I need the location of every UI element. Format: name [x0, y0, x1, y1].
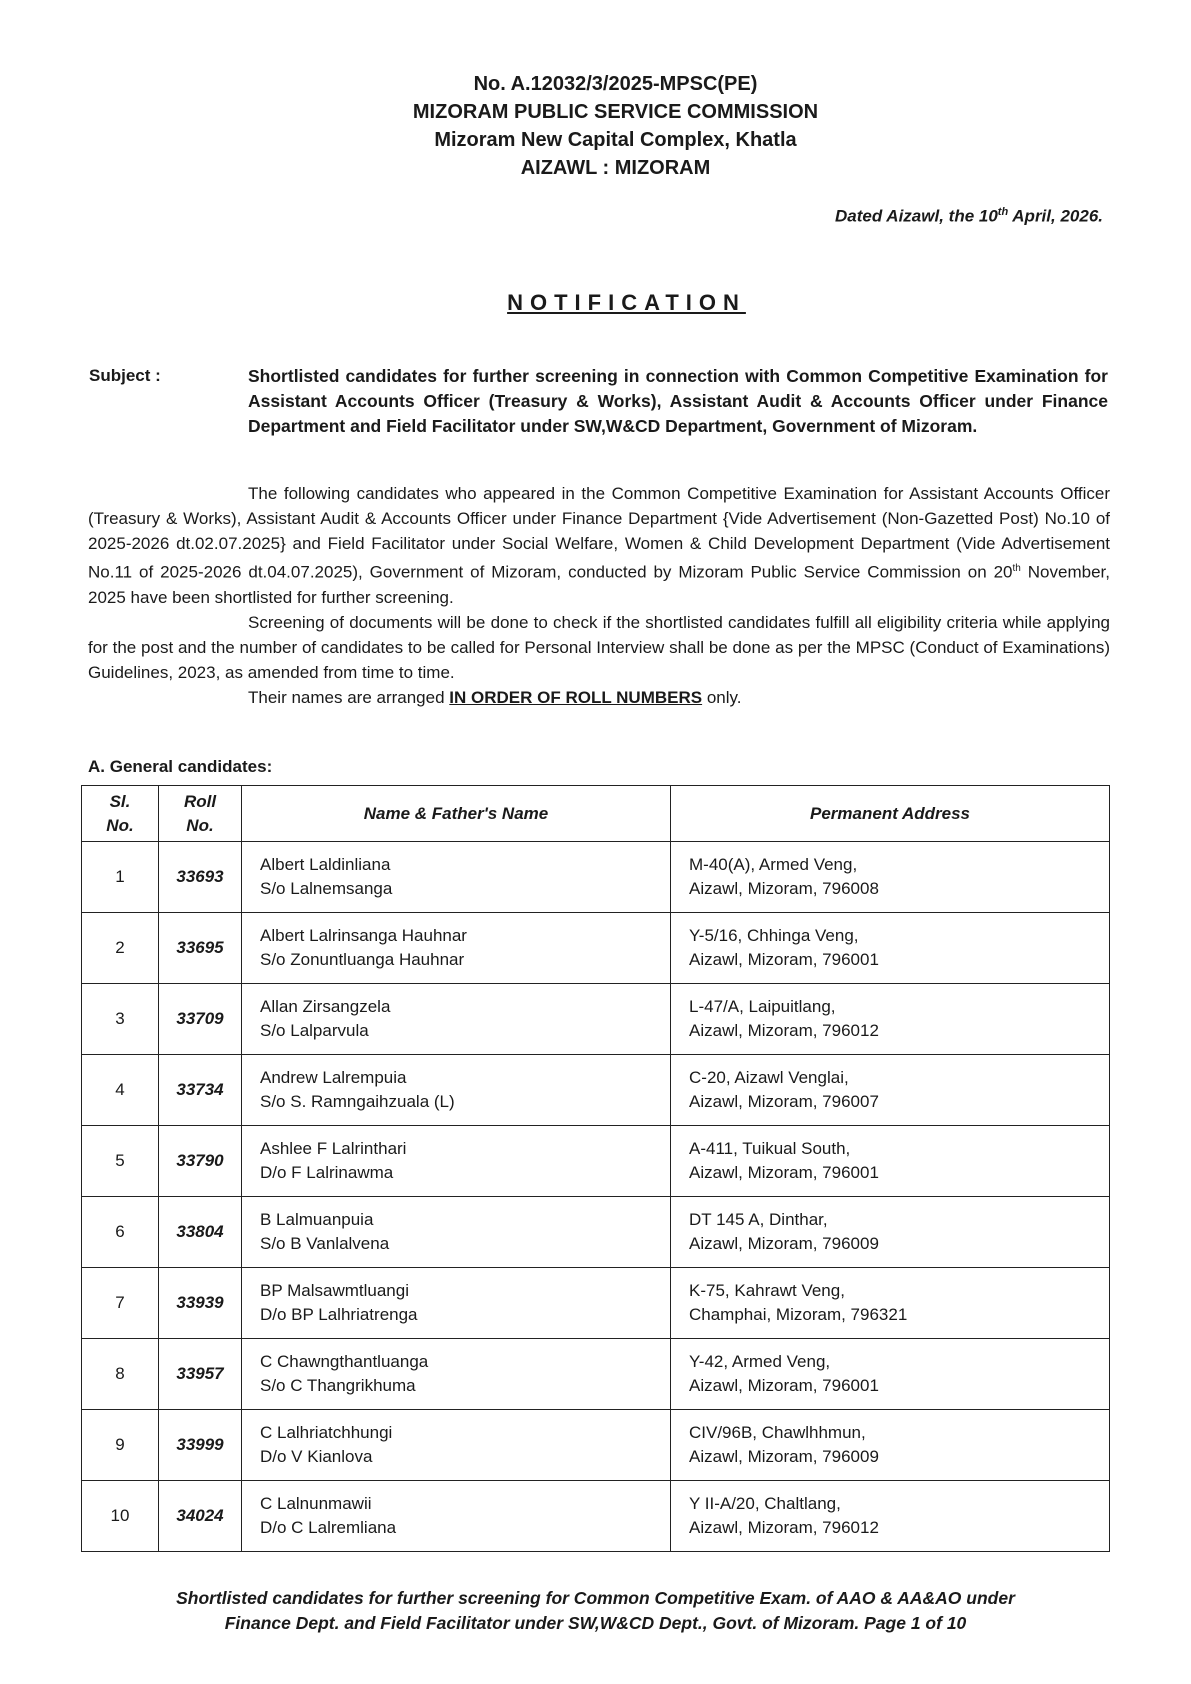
roll-no-cell: 33709 — [159, 984, 242, 1055]
address-line-1: CIV/96B, Chawlhhmun, — [689, 1423, 866, 1442]
para1-text-a: The following candidates who appeared in the Common Competitive Examination for Assistant Accounts Officer (Treasury & Works), Assistant Audit & Accounts Officer under Finance Department {Vide Advertisement (Non-Gazetted Post) No.10 of 2025-2026 dt.02.07.2025} and Field Facilitator under Social Welfare, Women & Child Development Department (Vide Advertisement No.11 of 2025-2026 dt.04.07.2025), Government of Mizoram, conducted by Mizoram Public Service Commission on 20 — [88, 484, 1110, 582]
sl-no-cell: 4 — [82, 1055, 159, 1126]
candidate-name: Ashlee F Lalrinthari — [260, 1139, 407, 1158]
address-line-2: Aizawl, Mizoram, 796012 — [689, 1021, 879, 1040]
address-line-1: M-40(A), Armed Veng, — [689, 855, 858, 874]
table-row — [82, 984, 1110, 1055]
table-row — [82, 1126, 1110, 1197]
header-roll-line2: No. — [186, 815, 214, 835]
subject-text: Shortlisted candidates for further screening in connection with Common Competitive Examination for Assistant Accounts Officer (Treasury & Works), Assistant Audit & Accounts Officer under Finance Department and Field Facilitator under SW,W&CD Department, Government of Mizoram. — [248, 366, 1108, 436]
name-cell — [242, 1481, 671, 1552]
father-name: D/o BP Lalhriatrenga — [260, 1305, 418, 1324]
notification-heading — [0, 290, 1191, 316]
date-prefix: Dated Aizawl, the 10 — [834, 206, 998, 226]
address-line-2: Aizawl, Mizoram, 796009 — [689, 1447, 879, 1466]
page-footer — [0, 1586, 1191, 1636]
address-line-2: Aizawl, Mizoram, 796001 — [689, 1376, 879, 1395]
address-cell — [671, 1410, 1110, 1481]
address-line-2: Aizawl, Mizoram, 796008 — [689, 879, 879, 898]
name-cell — [242, 1268, 671, 1339]
body-paragraph-1 — [88, 481, 1110, 610]
para3-emphasis: IN ORDER OF ROLL NUMBERS — [449, 687, 703, 707]
para3-text-a: Their names are arranged — [248, 687, 450, 707]
sl-no-cell: 1 — [82, 842, 159, 913]
address-cell — [671, 1197, 1110, 1268]
notification-title: NOTIFICATION — [507, 290, 746, 315]
name-cell — [242, 1410, 671, 1481]
name-cell — [242, 1126, 671, 1197]
table-row — [82, 1055, 1110, 1126]
reference-number: No. A.12032/3/2025-MPSC(PE) — [473, 73, 758, 95]
candidates-table — [81, 785, 1110, 1552]
header-sl-line1: Sl. — [109, 791, 131, 811]
father-name: S/o Lalparvula — [260, 1021, 369, 1040]
para1-text-b: November, 2025 have been shortlisted for further screening. — [88, 562, 1110, 607]
name-cell — [242, 1055, 671, 1126]
subject-label: Subject : — [89, 366, 161, 385]
table-body — [82, 842, 1110, 1552]
roll-no-cell: 33695 — [159, 913, 242, 984]
para3-text-b: only. — [702, 687, 742, 707]
address-line-1: A-411, Tuikual South, — [689, 1139, 851, 1158]
table-row — [82, 1410, 1110, 1481]
father-name: S/o S. Ramngaihzuala (L) — [260, 1092, 455, 1111]
address-line-2: Aizawl, Mizoram, 796001 — [689, 950, 879, 969]
date-line — [835, 206, 1103, 227]
name-cell — [242, 913, 671, 984]
organization-city: AIZAWL : MIZORAM — [520, 157, 711, 179]
name-cell — [242, 984, 671, 1055]
address-line-1: DT 145 A, Dinthar, — [689, 1210, 828, 1229]
header-roll-no — [159, 786, 242, 842]
header-roll-line1: Roll — [183, 791, 217, 811]
candidate-name: C Lalnunmawii — [260, 1494, 372, 1513]
sl-no-cell: 6 — [82, 1197, 159, 1268]
candidate-name: BP Malsawmtluangi — [260, 1281, 409, 1300]
father-name: S/o Zonuntluanga Hauhnar — [260, 950, 465, 969]
table-row — [82, 1339, 1110, 1410]
header-name: Name & Father's Name — [242, 786, 671, 842]
sl-no-cell: 7 — [82, 1268, 159, 1339]
roll-no-cell: 33939 — [159, 1268, 242, 1339]
candidate-name: Albert Laldinliana — [260, 855, 391, 874]
address-line-1: Y-5/16, Chhinga Veng, — [689, 926, 859, 945]
candidate-name: Allan Zirsangzela — [260, 997, 391, 1016]
header-sl-line2: No. — [106, 815, 134, 835]
notification-body — [88, 481, 1110, 710]
body-paragraph-3 — [88, 685, 1110, 710]
address-line-2: Aizawl, Mizoram, 796012 — [689, 1518, 879, 1537]
sl-no-cell: 9 — [82, 1410, 159, 1481]
father-name: D/o V Kianlova — [260, 1447, 373, 1466]
candidate-name: Albert Lalrinsanga Hauhnar — [260, 926, 467, 945]
sl-no-cell: 3 — [82, 984, 159, 1055]
father-name: D/o C Lalremliana — [260, 1518, 397, 1537]
candidate-name: C Lalhriatchhungi — [260, 1423, 393, 1442]
address-line-2: Aizawl, Mizoram, 796009 — [689, 1234, 879, 1253]
table-row — [82, 842, 1110, 913]
address-line-1: K-75, Kahrawt Veng, — [689, 1281, 845, 1300]
address-line-1: C-20, Aizawl Venglai, — [689, 1068, 849, 1087]
table-row — [82, 1268, 1110, 1339]
address-cell — [671, 984, 1110, 1055]
organization-name: MIZORAM PUBLIC SERVICE COMMISSION — [412, 101, 819, 123]
table-row — [82, 1197, 1110, 1268]
organization-address: Mizoram New Capital Complex, Khatla — [434, 129, 797, 151]
name-cell — [242, 842, 671, 913]
date-superscript: th — [997, 206, 1009, 218]
name-cell — [242, 1339, 671, 1410]
sl-no-cell: 8 — [82, 1339, 159, 1410]
address-cell — [671, 1339, 1110, 1410]
candidate-name: C Chawngthantluanga — [260, 1352, 429, 1371]
address-line-1: Y II-A/20, Chaltlang, — [689, 1494, 841, 1513]
sl-no-cell: 2 — [82, 913, 159, 984]
body-paragraph-2: Screening of documents will be done to check if the shortlisted candidates fulfill all eligibility criteria while applying for the post and the number of candidates to be called for Personal Interview shall be done as per the MPSC (Conduct of Examinations) Guidelines, 2023, as amended from time to time. — [88, 612, 1110, 682]
table-row — [82, 913, 1110, 984]
table-header-row — [82, 786, 1110, 842]
address-cell — [671, 842, 1110, 913]
header-sl-no — [82, 786, 159, 842]
roll-no-cell: 33804 — [159, 1197, 242, 1268]
roll-no-cell: 34024 — [159, 1481, 242, 1552]
address-cell — [671, 1055, 1110, 1126]
roll-no-cell: 33693 — [159, 842, 242, 913]
address-cell — [671, 1126, 1110, 1197]
section-title: A. General candidates: — [88, 757, 273, 776]
candidate-name: Andrew Lalrempuia — [260, 1068, 407, 1087]
address-cell — [671, 913, 1110, 984]
father-name: S/o Lalnemsanga — [260, 879, 393, 898]
roll-no-cell: 33957 — [159, 1339, 242, 1410]
address-cell — [671, 1268, 1110, 1339]
footer-line-1: Shortlisted candidates for further screening for Common Competitive Exam. of AAO & AA&AO under — [176, 1588, 1015, 1608]
address-line-2: Aizawl, Mizoram, 796001 — [689, 1163, 879, 1182]
table-row — [82, 1481, 1110, 1552]
roll-no-cell: 33790 — [159, 1126, 242, 1197]
father-name: S/o C Thangrikhuma — [260, 1376, 416, 1395]
father-name: S/o B Vanlalvena — [260, 1234, 390, 1253]
father-name: D/o F Lalrinawma — [260, 1163, 394, 1182]
roll-no-cell: 33734 — [159, 1055, 242, 1126]
document-header — [0, 70, 1191, 182]
date-suffix: April, 2026. — [1008, 206, 1103, 226]
address-cell — [671, 1481, 1110, 1552]
address-line-2: Aizawl, Mizoram, 796007 — [689, 1092, 879, 1111]
candidate-name: B Lalmuanpuia — [260, 1210, 374, 1229]
address-line-1: Y-42, Armed Veng, — [689, 1352, 831, 1371]
name-cell — [242, 1197, 671, 1268]
sl-no-cell: 5 — [82, 1126, 159, 1197]
footer-line-2: Finance Dept. and Field Facilitator under SW,W&CD Dept., Govt. of Mizoram. Page 1 of 10 — [224, 1613, 967, 1633]
address-line-2: Champhai, Mizoram, 796321 — [689, 1305, 908, 1324]
sl-no-cell: 10 — [82, 1481, 159, 1552]
header-address: Permanent Address — [671, 786, 1110, 842]
roll-no-cell: 33999 — [159, 1410, 242, 1481]
para1-superscript: th — [1012, 563, 1021, 574]
address-line-1: L-47/A, Laipuitlang, — [689, 997, 836, 1016]
